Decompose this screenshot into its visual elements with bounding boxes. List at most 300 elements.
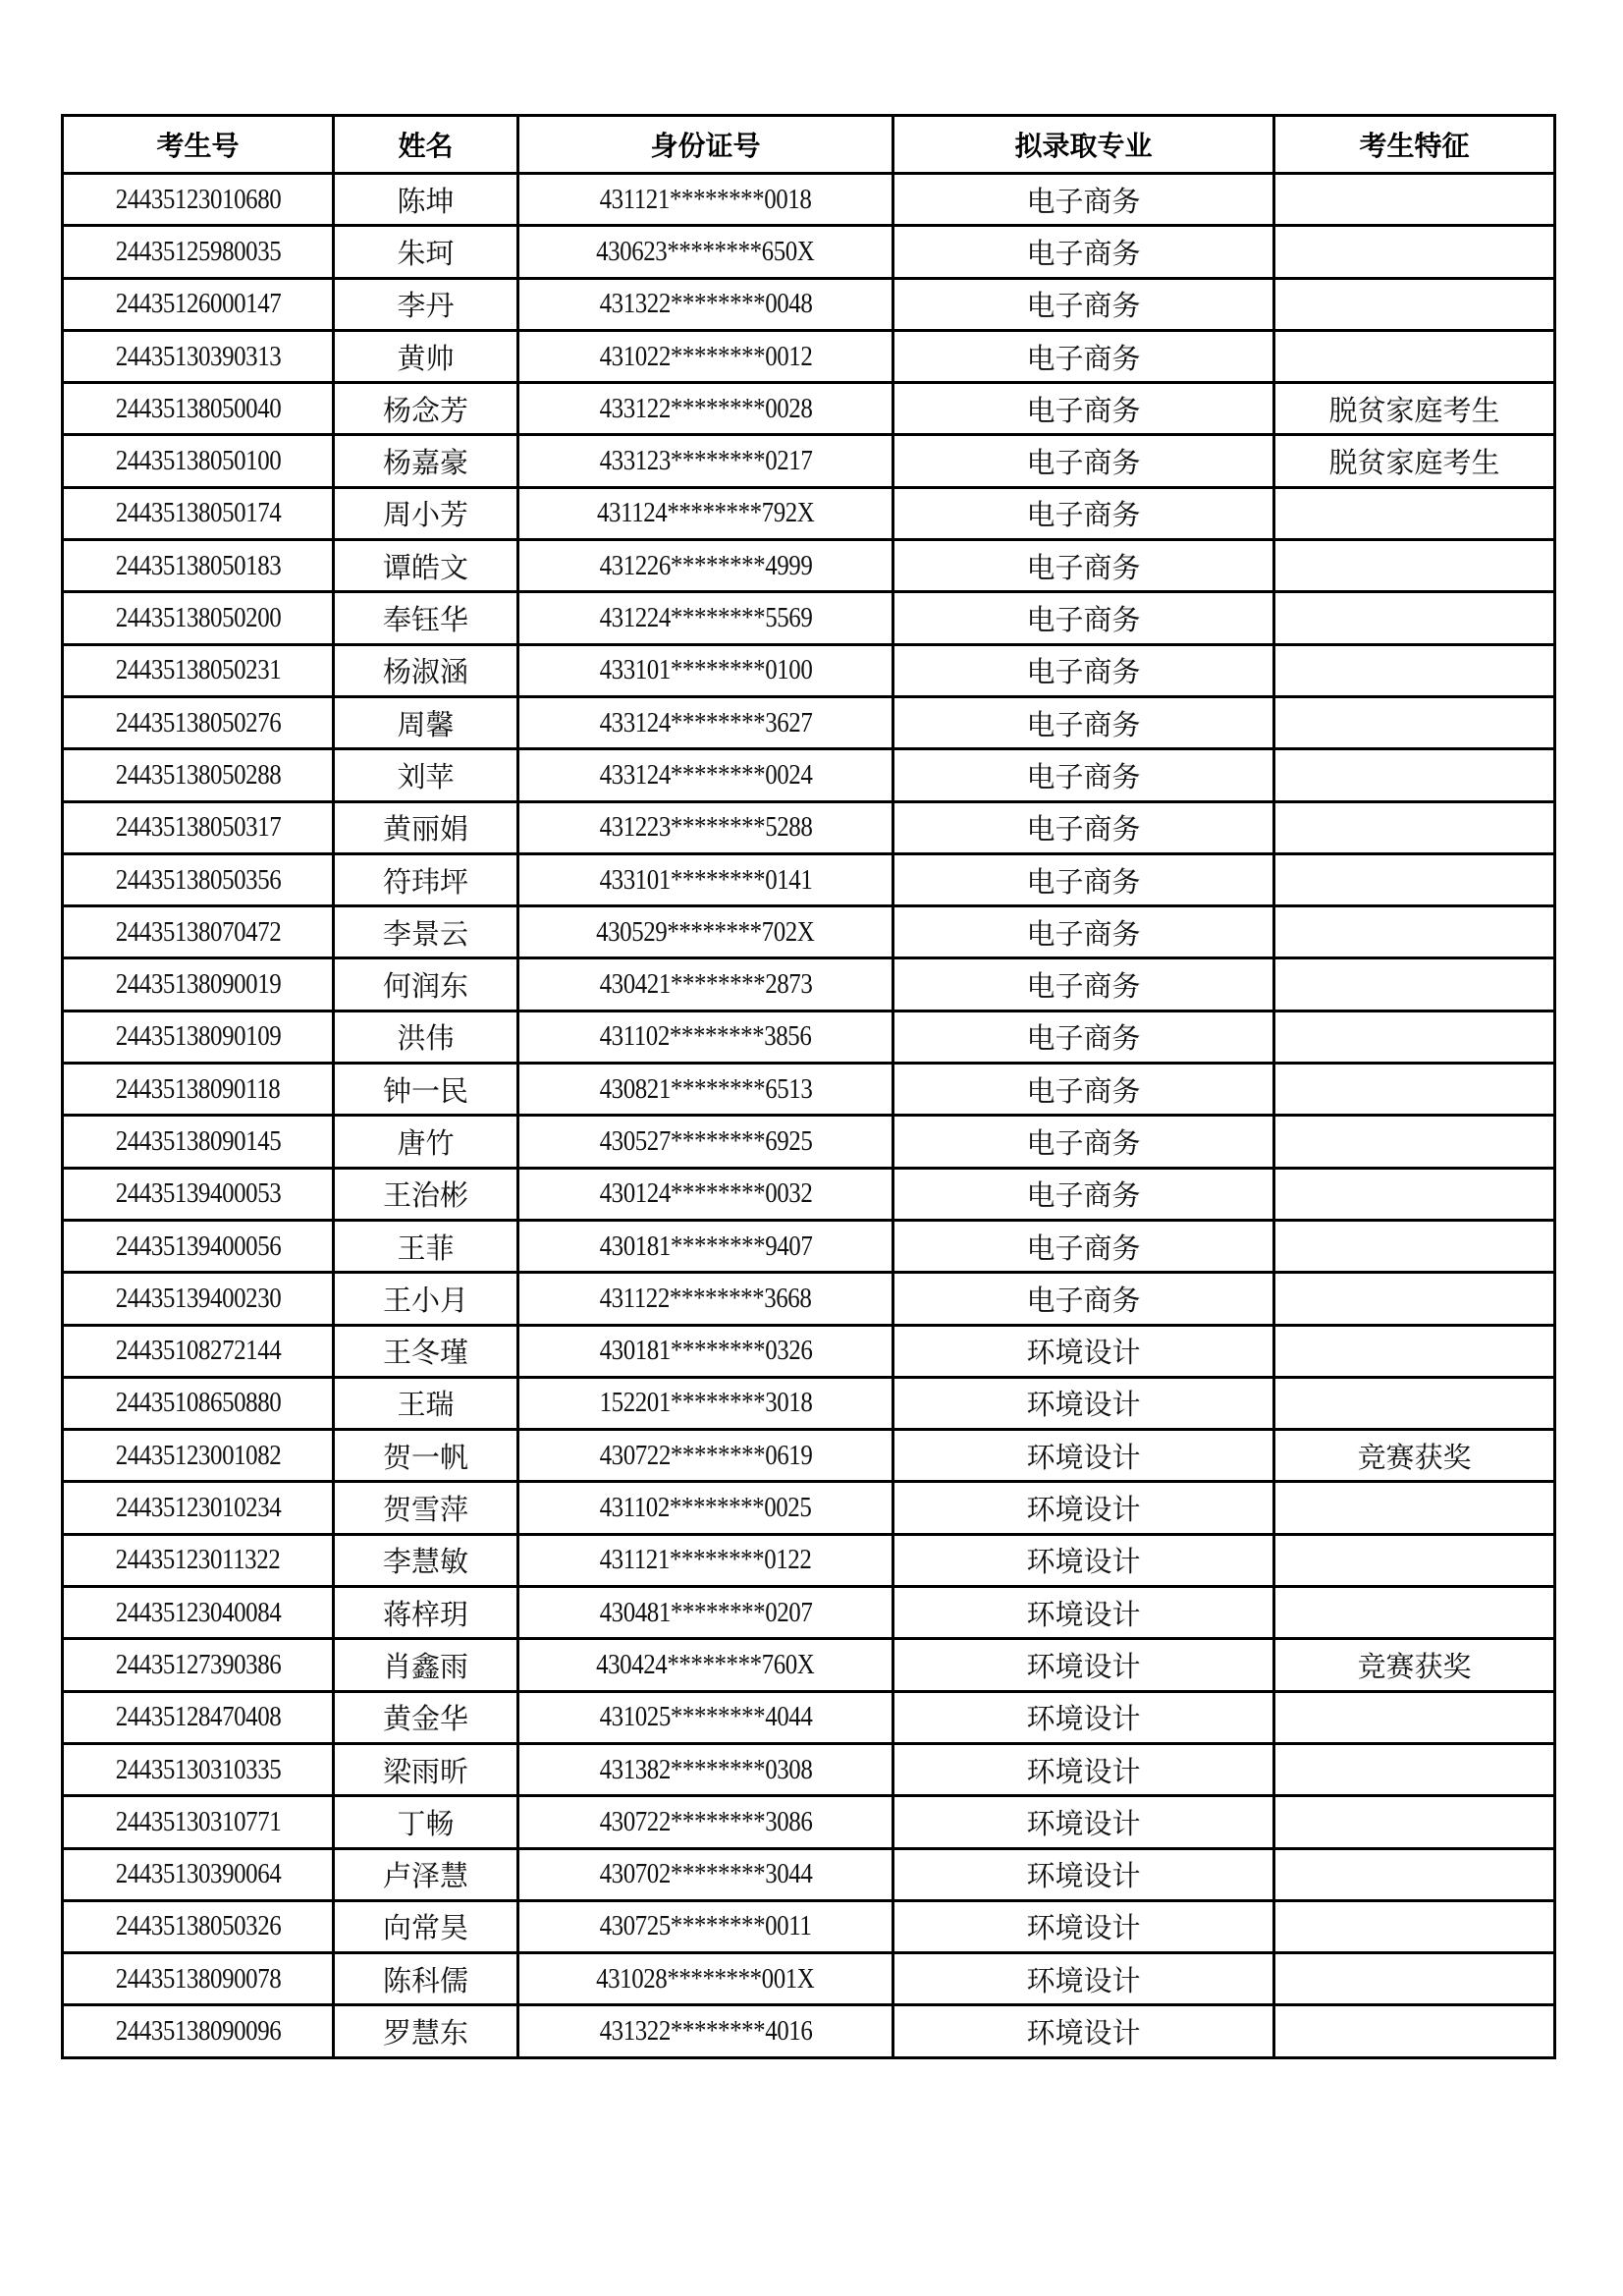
feature-cell	[1274, 1900, 1555, 1952]
id-number-cell	[518, 1220, 893, 1272]
name-cell	[334, 1953, 518, 2005]
major-cell	[893, 540, 1274, 592]
major-cell-text: 电子商务	[1026, 238, 1141, 270]
major-cell-text: 电子商务	[1026, 918, 1141, 951]
feature-cell-text: 竞赛获奖	[1357, 1442, 1472, 1474]
name-cell	[334, 540, 518, 592]
exam-number-cell	[63, 749, 334, 801]
id-number-cell	[518, 749, 893, 801]
table-row	[63, 1220, 1555, 1272]
name-cell	[334, 749, 518, 801]
name-cell-text: 贺雪萍	[382, 1495, 468, 1527]
name-cell-text: 奉钰华	[382, 605, 468, 637]
feature-cell	[1274, 644, 1555, 696]
feature-cell	[1274, 487, 1555, 539]
name-cell-text: 丁畅	[397, 1808, 455, 1840]
feature-cell	[1274, 958, 1555, 1011]
table-header-row	[63, 116, 1555, 174]
feature-cell	[1274, 1011, 1555, 1063]
name-cell-text: 卢泽慧	[382, 1861, 468, 1893]
exam-number-cell	[63, 853, 334, 905]
id-number-cell	[518, 958, 893, 1011]
header-name: 姓名	[334, 116, 518, 174]
feature-cell-text: 竞赛获奖	[1357, 1651, 1472, 1683]
id-number-cell	[518, 1325, 893, 1377]
major-cell-text: 环境设计	[1026, 1913, 1141, 1945]
major-cell	[893, 1168, 1274, 1220]
id-number-cell-text: 431226********4999	[599, 549, 812, 581]
table-row	[63, 487, 1555, 539]
feature-cell	[1274, 1587, 1555, 1639]
major-cell-text: 电子商务	[1026, 1127, 1141, 1160]
name-cell	[334, 487, 518, 539]
name-cell	[334, 1273, 518, 1325]
name-cell-text: 洪伟	[397, 1023, 455, 1056]
name-cell	[334, 1900, 518, 1952]
id-number-cell-text: 431102********3856	[599, 1020, 812, 1053]
id-number-cell	[518, 1796, 893, 1848]
exam-number-cell-text: 24435138070472	[115, 915, 281, 948]
id-number-cell-text: 430623********650X	[596, 235, 815, 267]
major-cell	[893, 174, 1274, 226]
id-number-cell-text: 433101********0100	[599, 654, 812, 686]
major-cell	[893, 1900, 1274, 1952]
name-cell	[334, 1587, 518, 1639]
exam-number-cell	[63, 801, 334, 853]
major-cell	[893, 1691, 1274, 1743]
major-cell-text: 电子商务	[1026, 343, 1141, 375]
name-cell	[334, 1743, 518, 1795]
exam-number-cell-text: 24435130390313	[115, 340, 281, 372]
table-row	[63, 1116, 1555, 1168]
name-cell-text: 刘苹	[397, 761, 455, 793]
table-row	[63, 1534, 1555, 1586]
name-cell	[334, 1116, 518, 1168]
feature-cell-text: 脱贫家庭考生	[1328, 448, 1500, 480]
table-body	[63, 174, 1555, 2058]
exam-number-cell-text: 24435138050288	[115, 758, 281, 791]
major-cell-text: 电子商务	[1026, 761, 1141, 793]
name-cell-text: 陈科儒	[382, 1965, 468, 1997]
exam-number-cell	[63, 1796, 334, 1848]
feature-cell	[1274, 696, 1555, 748]
name-cell	[334, 330, 518, 382]
feature-cell	[1274, 592, 1555, 644]
id-number-cell	[518, 1743, 893, 1795]
feature-cell	[1274, 278, 1555, 330]
exam-number-cell	[63, 696, 334, 748]
major-cell-text: 电子商务	[1026, 866, 1141, 899]
feature-cell-text: 脱贫家庭考生	[1328, 395, 1500, 427]
admission-table	[61, 114, 1556, 2059]
id-number-cell-text: 431022********0012	[599, 340, 812, 372]
exam-number-cell-text: 24435138050174	[115, 497, 281, 529]
exam-number-cell	[63, 1116, 334, 1168]
id-number-cell-text: 431121********0122	[599, 1544, 812, 1576]
name-cell-text: 朱珂	[397, 238, 455, 270]
table-row	[63, 1168, 1555, 1220]
name-cell-text: 李丹	[397, 291, 455, 323]
id-number-cell	[518, 1848, 893, 1900]
table-row	[63, 383, 1555, 435]
name-cell	[334, 696, 518, 748]
table-row	[63, 540, 1555, 592]
exam-number-cell-text: 24435138090096	[115, 2015, 281, 2048]
major-cell	[893, 1273, 1274, 1325]
table-row	[63, 853, 1555, 905]
id-number-cell-text: 430722********0619	[599, 1439, 812, 1471]
id-number-cell	[518, 278, 893, 330]
major-cell	[893, 278, 1274, 330]
name-cell-text: 符玮坪	[382, 866, 468, 899]
feature-cell	[1274, 1639, 1555, 1691]
major-cell-text: 电子商务	[1026, 814, 1141, 847]
name-cell-text: 向常昊	[382, 1913, 468, 1945]
id-number-cell	[518, 853, 893, 905]
feature-cell	[1274, 226, 1555, 278]
major-cell	[893, 435, 1274, 487]
name-cell	[334, 1534, 518, 1586]
major-cell	[893, 1064, 1274, 1116]
major-cell-text: 电子商务	[1026, 1285, 1141, 1317]
major-cell	[893, 958, 1274, 1011]
name-cell	[334, 174, 518, 226]
id-number-cell	[518, 1953, 893, 2005]
name-cell-text: 李景云	[382, 918, 468, 951]
id-number-cell-text: 430124********0032	[599, 1177, 812, 1210]
name-cell	[334, 1220, 518, 1272]
id-number-cell	[518, 1482, 893, 1534]
id-number-cell	[518, 1116, 893, 1168]
id-number-cell	[518, 226, 893, 278]
exam-number-cell-text: 24435139400056	[115, 1230, 281, 1262]
exam-number-cell-text: 24435138050200	[115, 602, 281, 634]
id-number-cell-text: 431028********001X	[596, 1962, 815, 1995]
exam-number-cell-text: 24435138090019	[115, 968, 281, 1001]
exam-number-cell	[63, 540, 334, 592]
exam-number-cell	[63, 1273, 334, 1325]
exam-number-cell	[63, 1639, 334, 1691]
name-cell	[334, 278, 518, 330]
table-row	[63, 1900, 1555, 1952]
exam-number-cell	[63, 1534, 334, 1586]
name-cell-text: 黄帅	[397, 343, 455, 375]
id-number-cell	[518, 696, 893, 748]
table-row	[63, 330, 1555, 382]
major-cell-text: 环境设计	[1026, 1861, 1141, 1893]
id-number-cell	[518, 1377, 893, 1429]
name-cell	[334, 383, 518, 435]
exam-number-cell-text: 24435139400230	[115, 1282, 281, 1314]
table-row	[63, 1639, 1555, 1691]
exam-number-cell	[63, 487, 334, 539]
id-number-cell-text: 430722********3086	[599, 1805, 812, 1837]
id-number-cell-text: 433101********0141	[599, 863, 812, 896]
feature-cell	[1274, 1534, 1555, 1586]
id-number-cell	[518, 644, 893, 696]
name-cell	[334, 853, 518, 905]
major-cell-text: 环境设计	[1026, 1599, 1141, 1631]
major-cell	[893, 1639, 1274, 1691]
major-cell-text: 电子商务	[1026, 1180, 1141, 1213]
feature-cell	[1274, 1796, 1555, 1848]
name-cell-text: 梁雨昕	[382, 1756, 468, 1788]
exam-number-cell-text: 24435138090078	[115, 1962, 281, 1995]
feature-cell	[1274, 1220, 1555, 1272]
feature-cell	[1274, 1848, 1555, 1900]
major-cell-text: 电子商务	[1026, 1232, 1141, 1265]
exam-number-cell-text: 24435123010680	[115, 183, 281, 215]
name-cell-text: 唐竹	[397, 1127, 455, 1160]
name-cell	[334, 435, 518, 487]
name-cell	[334, 1325, 518, 1377]
name-cell-text: 王瑞	[397, 1390, 455, 1422]
name-cell-text: 贺一帆	[382, 1442, 468, 1474]
feature-cell	[1274, 435, 1555, 487]
major-cell	[893, 1377, 1274, 1429]
name-cell	[334, 1482, 518, 1534]
feature-cell	[1274, 1377, 1555, 1429]
major-cell-text: 环境设计	[1026, 1756, 1141, 1788]
exam-number-cell	[63, 1220, 334, 1272]
name-cell	[334, 801, 518, 853]
exam-number-cell-text: 24435138050040	[115, 392, 281, 424]
exam-number-cell-text: 24435138050276	[115, 706, 281, 738]
major-cell	[893, 226, 1274, 278]
id-number-cell-text: 433122********0028	[599, 392, 812, 424]
major-cell-text: 环境设计	[1026, 1965, 1141, 1997]
table-row	[63, 1377, 1555, 1429]
id-number-cell	[518, 1587, 893, 1639]
exam-number-cell	[63, 330, 334, 382]
id-number-cell	[518, 1011, 893, 1063]
name-cell-text: 肖鑫雨	[382, 1651, 468, 1683]
id-number-cell	[518, 801, 893, 853]
id-number-cell	[518, 487, 893, 539]
feature-cell	[1274, 383, 1555, 435]
exam-number-cell-text: 24435138050326	[115, 1910, 281, 1942]
table-row	[63, 696, 1555, 748]
major-cell	[893, 1743, 1274, 1795]
header-id-number: 身份证号	[518, 116, 893, 174]
name-cell-text: 黄丽娟	[382, 814, 468, 847]
id-number-cell	[518, 2005, 893, 2057]
table-row	[63, 1743, 1555, 1795]
id-number-cell-text: 430725********0011	[599, 1910, 812, 1942]
exam-number-cell-text: 24435126000147	[115, 288, 281, 320]
name-cell-text: 王冬瑾	[382, 1338, 468, 1370]
feature-cell	[1274, 906, 1555, 958]
table-row	[63, 1587, 1555, 1639]
major-cell	[893, 696, 1274, 748]
exam-number-cell-text: 24435123010234	[115, 1492, 281, 1524]
major-cell-text: 电子商务	[1026, 500, 1141, 532]
feature-cell	[1274, 1273, 1555, 1325]
header-feature: 考生特征	[1274, 116, 1555, 174]
name-cell	[334, 592, 518, 644]
major-cell	[893, 592, 1274, 644]
exam-number-cell	[63, 592, 334, 644]
exam-number-cell	[63, 278, 334, 330]
major-cell-text: 电子商务	[1026, 605, 1141, 637]
major-cell-text: 环境设计	[1026, 1808, 1141, 1840]
name-cell	[334, 1011, 518, 1063]
name-cell	[334, 226, 518, 278]
name-cell	[334, 1639, 518, 1691]
table-row	[63, 801, 1555, 853]
id-number-cell	[518, 592, 893, 644]
major-cell	[893, 1325, 1274, 1377]
table-row	[63, 1796, 1555, 1848]
major-cell	[893, 749, 1274, 801]
major-cell-text: 环境设计	[1026, 1442, 1141, 1474]
feature-cell	[1274, 330, 1555, 382]
feature-cell	[1274, 1116, 1555, 1168]
feature-cell	[1274, 749, 1555, 801]
major-cell-text: 环境设计	[1026, 1651, 1141, 1683]
major-cell-text: 电子商务	[1026, 971, 1141, 1004]
exam-number-cell-text: 24435138050231	[115, 654, 281, 686]
table-row	[63, 644, 1555, 696]
id-number-cell	[518, 1639, 893, 1691]
feature-cell	[1274, 2005, 1555, 2057]
major-cell	[893, 1796, 1274, 1848]
id-number-cell-text: 430181********0326	[599, 1335, 812, 1367]
name-cell-text: 王治彬	[382, 1180, 468, 1213]
name-cell-text: 李慧敏	[382, 1547, 468, 1579]
major-cell	[893, 1482, 1274, 1534]
name-cell-text: 杨念芳	[382, 395, 468, 427]
table-row	[63, 1691, 1555, 1743]
name-cell	[334, 644, 518, 696]
major-cell-text: 环境设计	[1026, 1704, 1141, 1736]
name-cell-text: 罗慧东	[382, 2018, 468, 2050]
id-number-cell-text: 430821********6513	[599, 1072, 812, 1105]
name-cell	[334, 1691, 518, 1743]
id-number-cell	[518, 1168, 893, 1220]
major-cell-text: 环境设计	[1026, 1547, 1141, 1579]
id-number-cell	[518, 540, 893, 592]
exam-number-cell-text: 24435123011322	[115, 1544, 281, 1576]
major-cell	[893, 801, 1274, 853]
exam-number-cell	[63, 435, 334, 487]
table-row	[63, 1273, 1555, 1325]
name-cell	[334, 2005, 518, 2057]
major-cell-text: 环境设计	[1026, 1495, 1141, 1527]
exam-number-cell	[63, 226, 334, 278]
name-cell-text: 钟一民	[382, 1075, 468, 1108]
major-cell	[893, 383, 1274, 435]
name-cell-text: 杨淑涵	[382, 657, 468, 689]
id-number-cell	[518, 1064, 893, 1116]
exam-number-cell	[63, 1168, 334, 1220]
header-exam-number: 考生号	[63, 116, 334, 174]
exam-number-cell-text: 24435130390064	[115, 1858, 281, 1890]
name-cell	[334, 1168, 518, 1220]
feature-cell	[1274, 174, 1555, 226]
feature-cell	[1274, 1953, 1555, 2005]
table-row	[63, 592, 1555, 644]
table-row	[63, 906, 1555, 958]
major-cell	[893, 1430, 1274, 1482]
name-cell-text: 谭皓文	[382, 552, 468, 584]
major-cell-text: 电子商务	[1026, 657, 1141, 689]
major-cell	[893, 853, 1274, 905]
exam-number-cell-text: 24435123040084	[115, 1596, 281, 1628]
exam-number-cell	[63, 1953, 334, 2005]
feature-cell	[1274, 1743, 1555, 1795]
major-cell-text: 电子商务	[1026, 448, 1141, 480]
table-row	[63, 1953, 1555, 2005]
table-row	[63, 1064, 1555, 1116]
major-cell	[893, 2005, 1274, 2057]
exam-number-cell-text: 24435130310771	[115, 1805, 281, 1837]
exam-number-cell	[63, 1587, 334, 1639]
exam-number-cell	[63, 383, 334, 435]
major-cell-text: 电子商务	[1026, 395, 1141, 427]
id-number-cell-text: 433124********3627	[599, 706, 812, 738]
exam-number-cell	[63, 1691, 334, 1743]
header-major: 拟录取专业	[893, 116, 1274, 174]
major-cell	[893, 1953, 1274, 2005]
exam-number-cell	[63, 1377, 334, 1429]
id-number-cell-text: 430527********6925	[599, 1124, 812, 1157]
exam-number-cell-text: 24435125980035	[115, 235, 281, 267]
table-row	[63, 1482, 1555, 1534]
name-cell-text: 陈坤	[397, 186, 455, 218]
table-row	[63, 1325, 1555, 1377]
exam-number-cell	[63, 2005, 334, 2057]
exam-number-cell	[63, 1900, 334, 1952]
exam-number-cell	[63, 1325, 334, 1377]
admission-list-page	[61, 114, 1553, 2059]
feature-cell	[1274, 853, 1555, 905]
name-cell-text: 周小芳	[382, 500, 468, 532]
id-number-cell-text: 431121********0018	[599, 183, 812, 215]
major-cell-text: 环境设计	[1026, 1338, 1141, 1370]
major-cell-text: 环境设计	[1026, 1390, 1141, 1422]
name-cell	[334, 1377, 518, 1429]
major-cell	[893, 906, 1274, 958]
exam-number-cell-text: 24435138090145	[115, 1124, 281, 1157]
table-row	[63, 278, 1555, 330]
feature-cell	[1274, 1691, 1555, 1743]
name-cell	[334, 1848, 518, 1900]
feature-cell	[1274, 801, 1555, 853]
major-cell	[893, 1116, 1274, 1168]
name-cell	[334, 1430, 518, 1482]
id-number-cell	[518, 1273, 893, 1325]
id-number-cell-text: 430424********760X	[596, 1648, 815, 1680]
exam-number-cell	[63, 1430, 334, 1482]
id-number-cell	[518, 1900, 893, 1952]
id-number-cell-text: 430181********9407	[599, 1230, 812, 1262]
name-cell-text: 何润东	[382, 971, 468, 1004]
id-number-cell-text: 152201********3018	[599, 1387, 812, 1419]
major-cell	[893, 1220, 1274, 1272]
name-cell-text: 王小月	[382, 1285, 468, 1317]
table-row	[63, 1430, 1555, 1482]
major-cell	[893, 1587, 1274, 1639]
name-cell-text: 蒋梓玥	[382, 1599, 468, 1631]
name-cell	[334, 1796, 518, 1848]
id-number-cell-text: 433124********0024	[599, 758, 812, 791]
id-number-cell	[518, 383, 893, 435]
table-row	[63, 958, 1555, 1011]
major-cell-text: 电子商务	[1026, 552, 1141, 584]
exam-number-cell	[63, 1743, 334, 1795]
exam-number-cell-text: 24435108650880	[115, 1387, 281, 1419]
